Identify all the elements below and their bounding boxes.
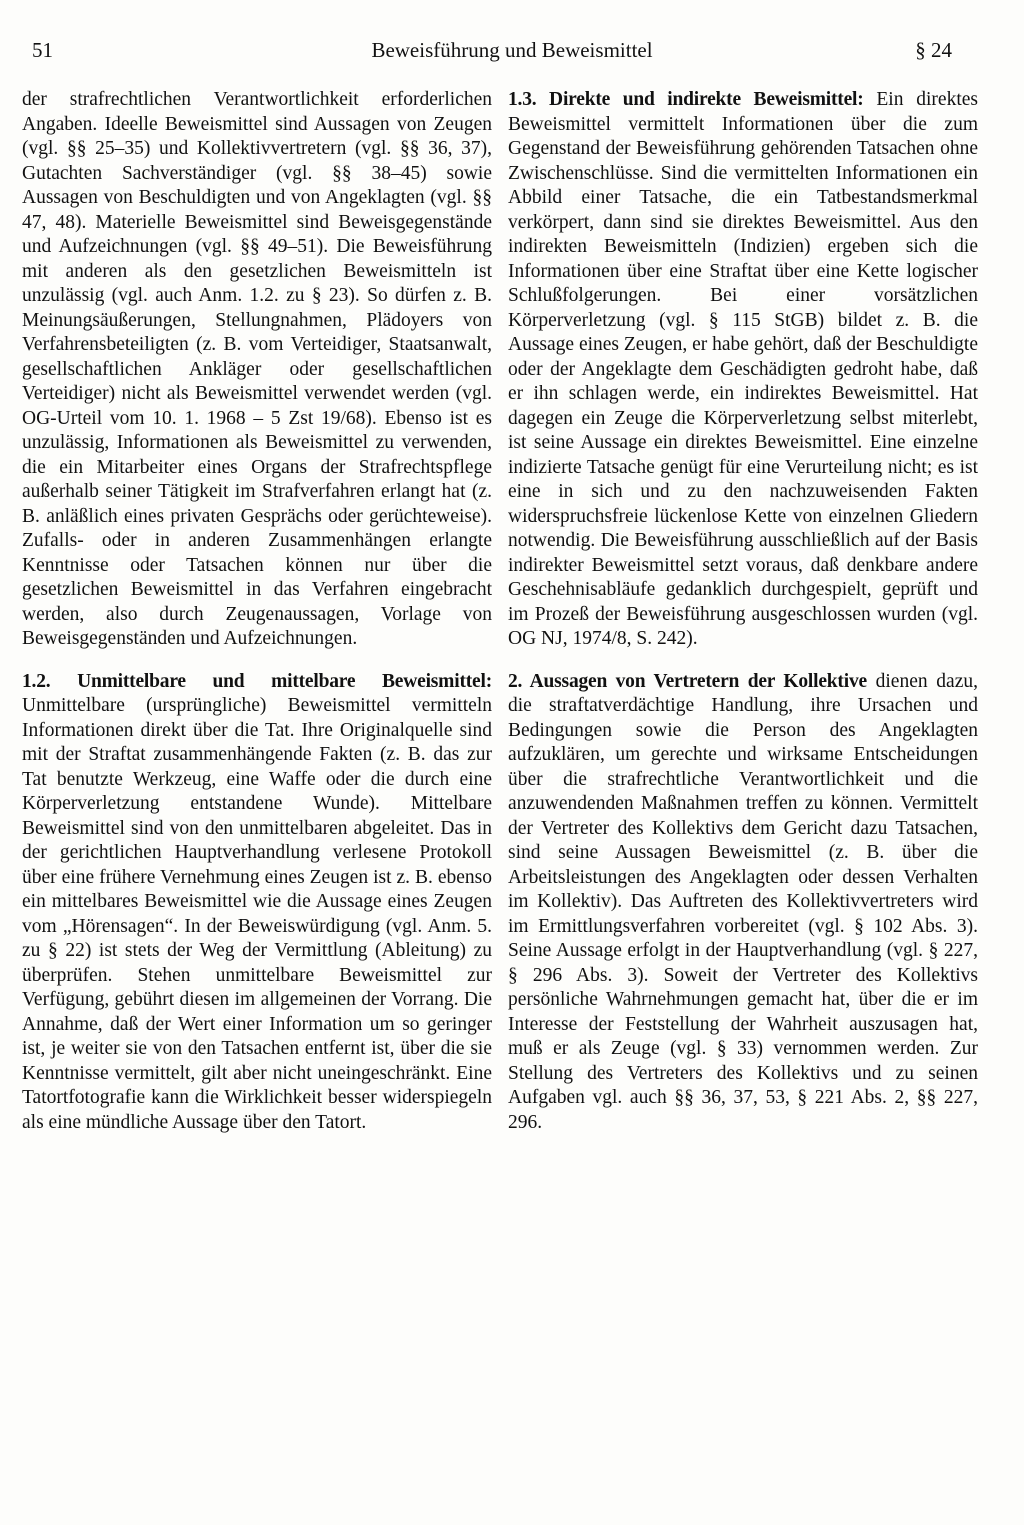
- left-column: [22, 88, 492, 1153]
- paragraph-heading: 1.3. Direkte und indirekte Beweismittel:: [508, 89, 864, 110]
- paragraph-text: dienen dazu, die straftatverdächtige Handlung, ihre Ursachen und Bedingungen sowie die Person des Angeklagten aufzuklären, um gerechte und wirksame Entscheidungen über die strafrechtliche Verantwortlichkeit und die anzuwendenden Maßnahmen treffen zu können. Vermittelt der Vertreter des Kollektivs dem Gericht dazu Tatsachen, sind seine Aussagen Beweismittel (z. B. über die Arbeitsleistungen des Angeklagten oder dessen Verhalten im Kollektiv). Das Auftreten des Kollektivvertreters wird im Ermittlungsverfahren vorbereitet (vgl. § 102 Abs. 3). Seine Aussage erfolgt in der Hauptverhandlung (vgl. § 227, § 296 Abs. 3). Soweit der Vertreter des Kollektivs persönliche Wahrnehmungen gemacht hat, über die er im Interesse der Feststellung der Wahrheit auszusagen hat, muß er als Zeuge (vgl. § 33) vernommen werden. Zur Stellung des Vertreters des Kollektivs und zu seinen Aufgaben vgl. auch §§ 36, 37, 53, § 221 Abs. 2, §§ 227, 296.: [508, 670, 978, 1133]
- paragraph-1-2: [22, 670, 492, 1136]
- paragraph-2: [508, 670, 978, 1136]
- paragraph-1-3: [508, 88, 978, 652]
- right-column: [508, 88, 978, 1153]
- paragraph-heading: 1.2. Unmittelbare und mittelbare Beweismittel:: [22, 670, 492, 692]
- paragraph-heading: 2. Aussagen von Vertretern der Kollektive: [508, 670, 867, 692]
- running-title: Beweisführung und Beweismittel: [371, 38, 653, 62]
- page-number: 51: [32, 38, 53, 62]
- page-header: [0, 38, 1024, 72]
- paragraph-text: Ein direktes Beweismittel vermittelt Informationen über die zum Gegenstand der Beweisführung gehörenden Tatsachen ohne Zwischenschlüsse. Sind die vermittelten Informationen ein Abbild einer Tatsache, die ein Tatbestandsmerkmal verkörpert, dann sind sie direktes Beweismittel. Aus den indirekten Beweismitteln (Indizien) ergeben sich die Informationen über eine Straftat über eine Kette logischer Schlußfolgerungen. Bei einer vorsätzlichen Körperverletzung (vgl. § 115 StGB) bildet z. B. die Aussage eines Zeugen, er habe gehört, daß der Beschuldigte oder der Angeklagte dem Geschädigten gedroht habe, daß er ihn schlagen werde, ein indirektes Beweismittel. Hat dagegen ein Zeuge die Körperverletzung selbst miterlebt, ist seine Aussage ein direktes Beweismittel. Eine einzelne indizierte Tatsache genügt für eine Verurteilung nicht; es ist eine in sich und zu den nachzuweisenden Fakten widerspruchsfreie lückenlose Kette von einzelnen Gliedern notwendig. Die Beweisführung ausschließlich auf der Basis indirekter Beweismittel setzt voraus, daß denkbare andere Geschehnisabläufe gedanklich durchgespielt, geprüft und im Prozeß der Beweisführung ausgeschlossen wurden (vgl. OG NJ, 1974/8, S. 242).: [508, 89, 978, 649]
- paragraph-text: Unmittelbare (ursprüngliche) Beweismittel vermitteln Informationen direkt über die Tat. Ihre Originalquelle sind mit der Straftat zusammenhängende Fakten (z. B. das zur Tat benutzte Werkzeug, eine Waffe oder die durch eine Körperverletzung entstandene Wunde). Mittelbare Beweismittel sind von den unmittelbaren abgeleitet. Das in der gerichtlichen Hauptverhandlung verlesene Protokoll über eine frühere Vernehmung eines Zeugen ist z. B. ebenso ein mittelbares Beweismittel wie die Aussage eines Zeugen vom „Hörensagen“. In der Beweiswürdigung (vgl. Anm. 5. zu § 22) ist stets der Weg der Vermittlung (Ableitung) zu überprüfen. Stehen unmittelbare Beweismittel zur Verfügung, gebührt diesen im allgemeinen der Vorrang. Die Annahme, daß der Wert einer Information um so geringer ist, je weiter sie von den Tatsachen entfernt ist, über die sie Kenntnisse vermittelt, gilt aber nicht uneingeschränkt. Eine Tatortfotografie kann die Wirklichkeit besser widerspiegeln als eine mündliche Aussage über den Tatort.: [22, 695, 492, 1133]
- paragraph-text: der strafrechtlichen Verantwortlichkeit erforderlichen Angaben. Ideelle Beweismittel sind Aussagen von Zeugen (vgl. §§ 25–35) und Kollektivvertretern (vgl. §§ 36, 37), Gutachten Sachverständiger (vgl. §§ 38–45) sowie Aussagen von Beschuldigten und von Angeklagten (vgl. §§ 47, 48). Materielle Beweismittel sind Beweisgegenstände und Aufzeichnungen (vgl. §§ 49–51). Die Beweisführung mit anderen als den gesetzlichen Beweismitteln ist unzulässig (vgl. auch Anm. 1.2. zu § 23). So dürfen z. B. Meinungsäußerungen, Stellungnahmen, Plädoyers von Verfahrensbeteiligten (z. B. vom Verteidiger, Staatsanwalt, gesellschaftlichen Ankläger oder gesellschaftlichen Verteidiger) nicht als Beweismittel verwendet werden (vgl. OG-Urteil vom 10. 1. 1968 – 5 Zst 19/68). Ebenso ist es unzulässig, Informationen als Beweismittel zu verwenden, die ein Mitarbeiter eines Organs der Strafrechtspflege außerhalb seiner Tätigkeit im Strafverfahren erlangt hat (z. B. anläßlich eines privaten Gesprächs oder gerüchteweise). Zufalls- oder in anderen Zusammenhängen erlangte Kenntnisse oder Tatsachen können nur über die gesetzlichen Beweismittel in das Verfahren eingebracht werden, also durch Zeugenaussagen, Vorlage von Beweisgegenständen und Aufzeichnungen.: [22, 89, 492, 649]
- paragraph-continuation: [22, 88, 492, 652]
- section-marker: § 24: [915, 38, 952, 62]
